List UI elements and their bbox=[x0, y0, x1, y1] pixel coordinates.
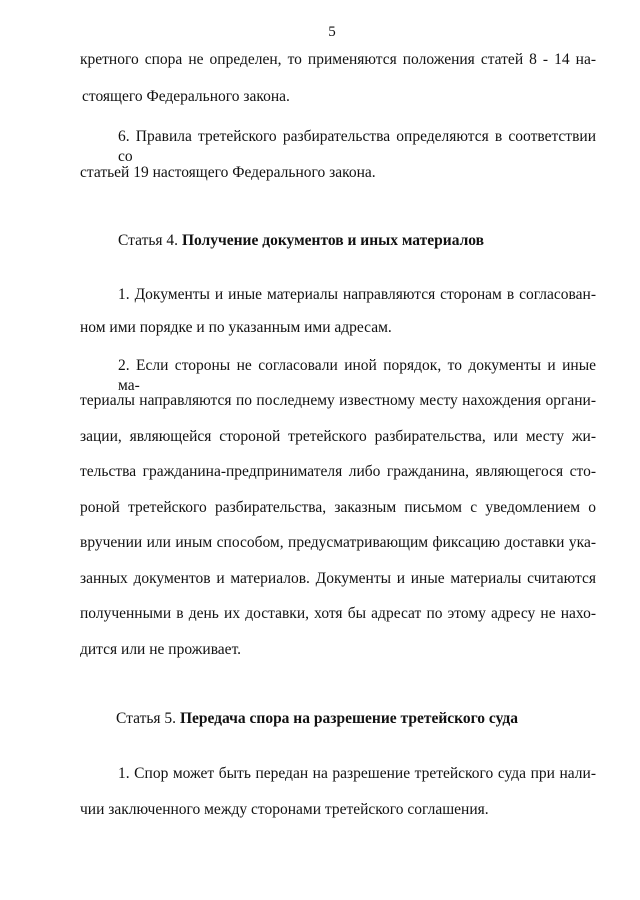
text-line: тельства гражданина-предпринимателя либо гражданина, являющегося сто- bbox=[80, 463, 596, 480]
text-line: вручении или иным способом, предусматривающим фиксацию доставки ука- bbox=[80, 534, 596, 551]
text-line: роной третейского разбирательства, заказным письмом с уведомлением о bbox=[80, 499, 596, 516]
article-4-heading bbox=[118, 231, 484, 251]
text-line: статьей 19 настоящего Федерального закона. bbox=[80, 164, 376, 181]
text-line: полученными в день их доставки, хотя бы адресат по этому адресу не нахо- bbox=[80, 605, 596, 622]
text-line: чии заключенного между сторонами третейского соглашения. bbox=[80, 801, 489, 818]
article-4-title: Получение документов и иных материалов bbox=[181, 232, 485, 249]
article-5-heading bbox=[116, 709, 518, 729]
article-5-title: Передача спора на разрешение третейского суда bbox=[179, 710, 518, 727]
paragraph-1-start: 1. Спор может быть передан на разрешение третейского суда при нали- bbox=[118, 765, 596, 782]
paragraph-6-start: 6. Правила третейского разбирательства определяются в соответствии со bbox=[118, 128, 596, 165]
text-line: зации, являющейся стороной третейского разбирательства, или месту жи- bbox=[80, 428, 596, 445]
page-number: 5 bbox=[328, 24, 336, 40]
text-line: териалы направляются по последнему известному месту нахождения органи- bbox=[80, 392, 596, 409]
paragraph-1-start: 1. Документы и иные материалы направляются сторонам в согласован- bbox=[118, 286, 596, 303]
text-line: кретного спора не определен, то применяются положения статей 8 - 14 на- bbox=[80, 51, 596, 68]
text-line: занных документов и материалов. Документы и иные материалы считаются bbox=[80, 570, 596, 587]
text-line: стоящего Федерального закона. bbox=[82, 88, 290, 105]
text-line: дится или не проживает. bbox=[80, 641, 242, 658]
paragraph-2-start: 2. Если стороны не согласовали иной порядок, то документы и иные ма- bbox=[118, 357, 596, 394]
article-4-number: Статья 4. bbox=[118, 232, 182, 249]
article-5-number: Статья 5. bbox=[116, 710, 180, 727]
text-line: ном ими порядке и по указанным ими адресам. bbox=[80, 319, 392, 336]
